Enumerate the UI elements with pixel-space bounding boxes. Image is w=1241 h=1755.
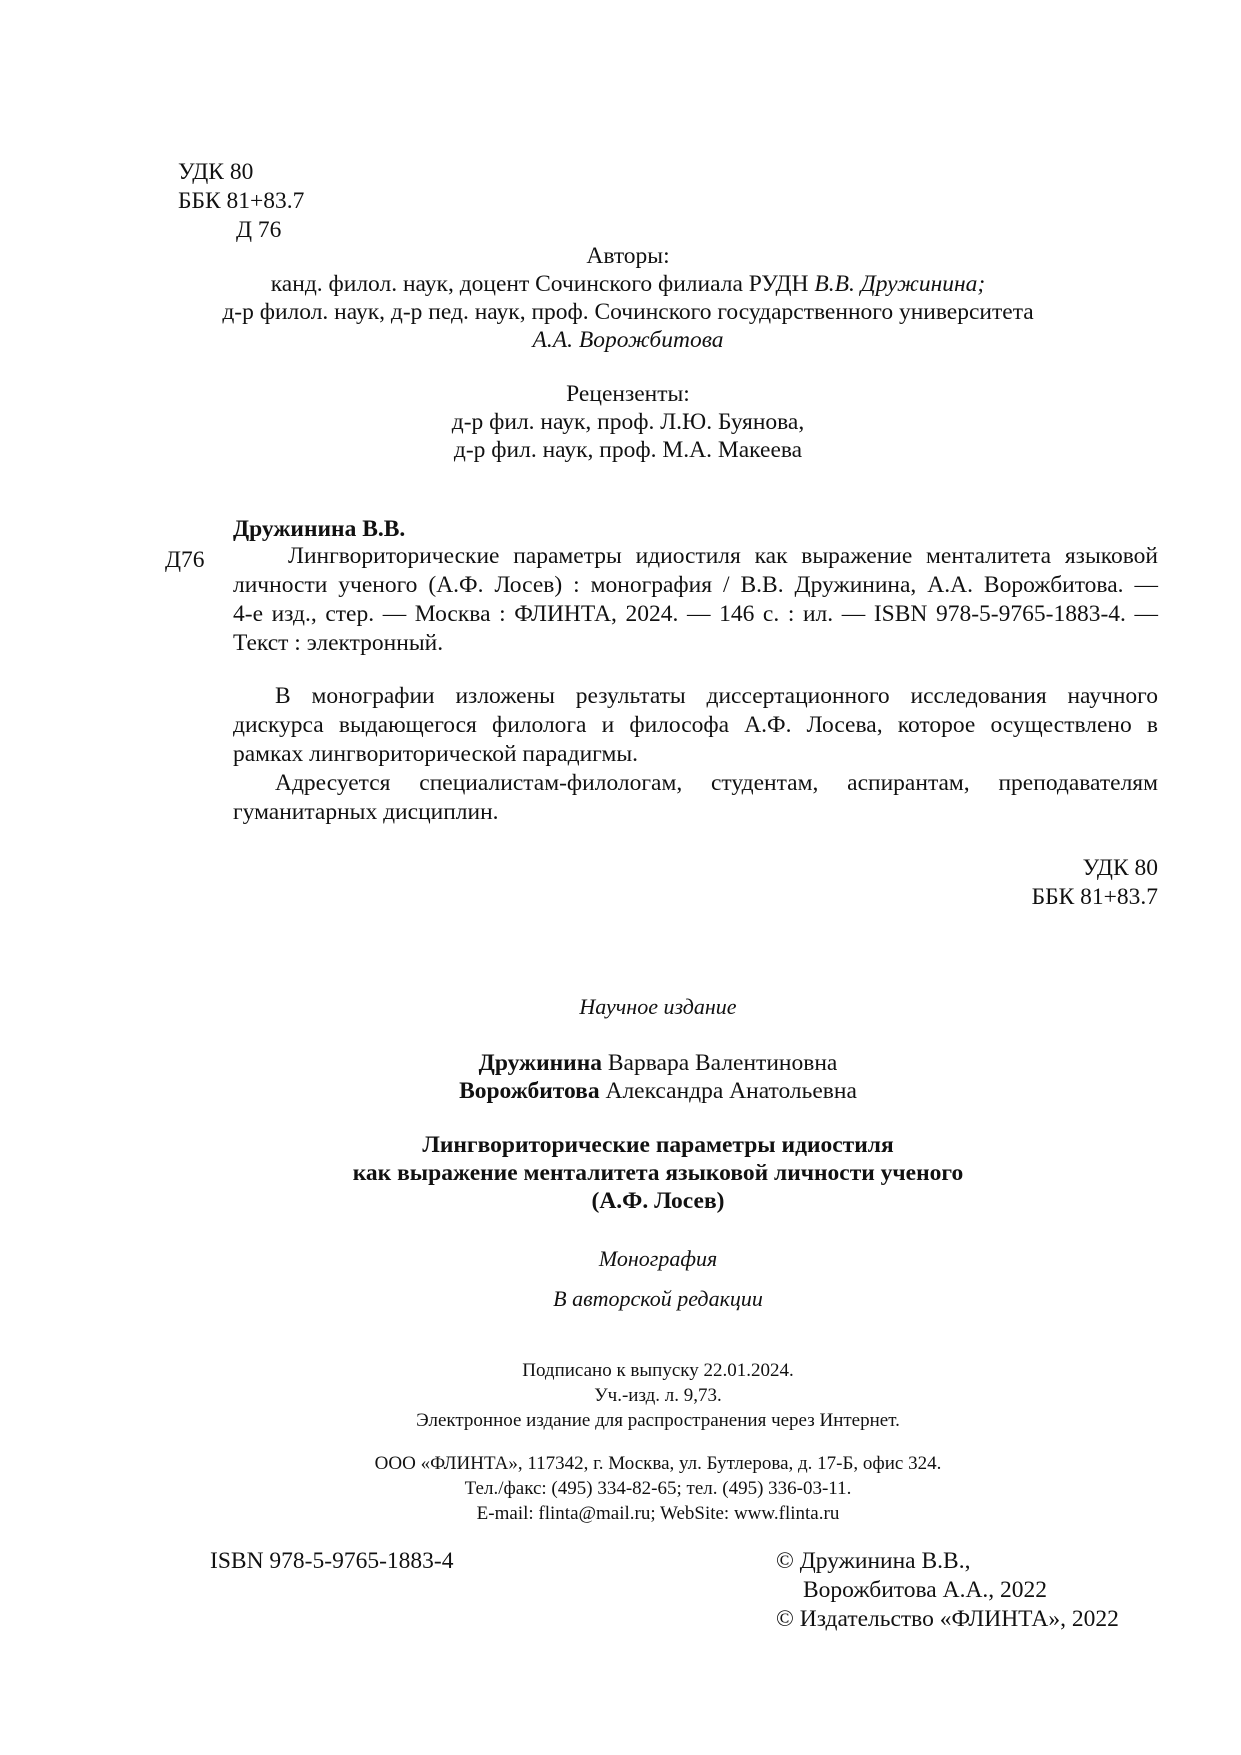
publisher-address: ООО «ФЛИНТА», 117342, г. Москва, ул. Бутлерова, д. 17-Б, офис 324. — [374, 1453, 942, 1474]
udk-code-bottom: УДК 80 — [1082, 855, 1158, 881]
annotation-p2-line-1: Адресуется специалистам-филологам, студентам, аспирантам, преподавателям — [275, 770, 1158, 796]
imprint-signed: Подписано к выпуску 22.01.2024. — [522, 1360, 794, 1381]
author-2-name: А.А. Ворожбитова — [532, 327, 724, 353]
copyright-line-2: Ворожбитова А.А., 2022 — [803, 1577, 1048, 1603]
isbn: ISBN 978-5-9765-1883-4 — [210, 1548, 454, 1574]
title-line-3: (А.Ф. Лосев) — [591, 1188, 725, 1214]
publication-type: Научное издание — [579, 994, 737, 1019]
edition-note: В авторской редакции — [553, 1286, 763, 1311]
authors-line-2: д-р филол. наук, д-р пед. наук, проф. Сочинского государственного университета — [222, 299, 1034, 325]
annotation-p2-line-2: гуманитарных дисциплин. — [233, 799, 499, 825]
record-line-4: Текст : электронный. — [233, 630, 444, 656]
bbk-code-top: ББК 81+83.7 — [178, 188, 305, 214]
copyright-line-3: © Издательство «ФЛИНТА», 2022 — [776, 1606, 1119, 1632]
title-line-2: как выражение менталитета языковой личности ученого — [352, 1160, 964, 1186]
record-margin-mark: Д76 — [165, 547, 205, 573]
record-line-3: 4-е изд., стер. — Москва : ФЛИНТА, 2024. — 146 с. : ил. — ISBN 978-5-9765-1883-4. — — [233, 601, 1158, 627]
author-mark-top: Д 76 — [236, 217, 282, 243]
reviewer-2: д-р фил. наук, проф. М.А. Макеева — [453, 437, 803, 463]
annotation-p1-line-1: В монографии изложены результаты диссертационного исследования научного — [275, 683, 1158, 709]
author-1-name: В.В. Дружинина; — [814, 271, 986, 297]
copyright-line-1: © Дружинина В.В., — [776, 1548, 971, 1574]
annotation-p1-line-2: дискурса выдающегося филолога и философа А.Ф. Лосева, которое осуществлено в — [233, 712, 1158, 738]
genre: Монография — [598, 1246, 718, 1271]
author-2-surname: Ворожбитова — [459, 1078, 600, 1104]
reviewer-1: д-р фил. наук, проф. Л.Ю. Буянова, — [451, 409, 805, 435]
author-1-names: Варвара Валентиновна — [602, 1050, 838, 1076]
annotation-p1-line-3: рамках лингвориторической парадигмы. — [233, 741, 639, 767]
imprint-distribution: Электронное издание для распространения через Интернет. — [416, 1410, 900, 1431]
author-1-surname: Дружинина — [478, 1050, 602, 1076]
authors-line-1-prefix: канд. филол. наук, доцент Сочинского филиала РУДН — [270, 271, 815, 297]
publisher-phones: Тел./факс: (495) 334-82-65; тел. (495) 336-03-11. — [464, 1478, 852, 1499]
record-line-2: личности ученого (А.Ф. Лосев) : монография / В.В. Дружинина, А.А. Ворожбитова. — — [233, 572, 1158, 598]
author-2-names: Александра Анатольевна — [599, 1078, 857, 1104]
record-line-1: Лингвориторические параметры идиостиля как выражение менталитета языковой — [288, 543, 1158, 569]
author-1-full — [0, 1049, 1241, 1078]
author-2-full — [0, 1077, 1241, 1106]
imprint-sheets: Уч.-изд. л. 9,73. — [594, 1385, 722, 1406]
udk-code-top: УДК 80 — [178, 159, 254, 185]
publisher-contacts: E-mail: flinta@mail.ru; WebSite: www.flinta.ru — [476, 1503, 840, 1524]
authors-line-1 — [0, 270, 1241, 299]
authors-heading: Авторы: — [586, 243, 670, 269]
title-line-1: Лингвориторические параметры идиостиля — [422, 1132, 894, 1158]
reviewers-heading: Рецензенты: — [566, 381, 690, 407]
bbk-code-bottom: ББК 81+83.7 — [1031, 884, 1158, 910]
record-author-heading: Дружинина В.В. — [233, 516, 406, 542]
